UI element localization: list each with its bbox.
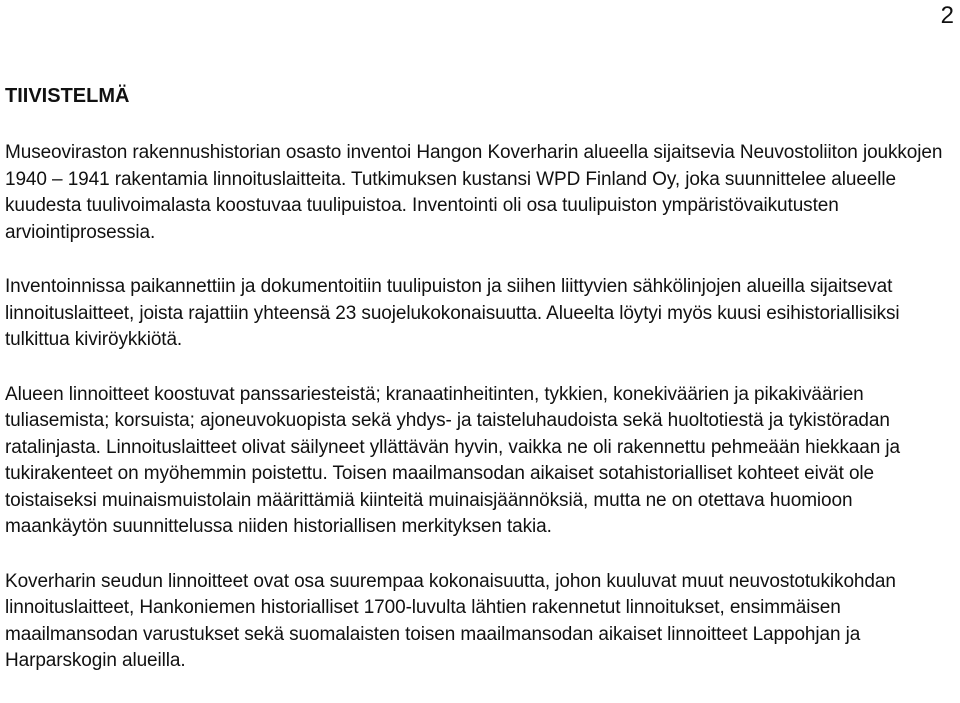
paragraph-inventory: Inventoinnissa paikannettiin ja dokumentoitiin tuulipuiston ja siihen liittyvien sähkölinjojen alueilla sijaitsevat linnoituslaitteet, joista rajattiin yhteensä 23 suojelukokonaisuutta. Alueelta löytyi myös kuusi esihistoriallisiksi tulkittua kiviröykkiötä. [5, 276, 900, 350]
document-heading: TIIVISTELMÄ [5, 85, 130, 107]
document-body [5, 140, 955, 703]
paragraph-intro: Museoviraston rakennushistorian osasto inventoi Hangon Koverharin alueella sijaitsevia Neuvostoliiton joukkojen 1940 – 1941 rakentamia linnoituslaitteita. Tutkimuksen kustansi WPD Finland Oy, joka suunnittelee alueelle kuudesta tuulivoimalasta koostuvaa tuulipuistoa. Inventointi oli osa tuulipuiston ympäristövaikutusten arviointiprosessia. [5, 142, 943, 243]
paragraph-context: Koverharin seudun linnoitteet ovat osa suurempaa kokonaisuutta, johon kuuluvat muut neuvostotukikohdan linnoituslaitteet, Hankoniemen historialliset 1700-luvulta lähtien rakennetut linnoitukset, ensimmäisen maailmansodan varustukset sekä suomalaisten toisen maailmansodan aikaiset linnoitteet Lappohjan ja Harparskogin alueilla. [5, 570, 896, 671]
paragraph-fortifications: Alueen linnoitteet koostuvat panssariesteistä; kranaatinheitinten, tykkien, konekiväärien ja pikakiväärien tuliasemista; korsuista; ajoneuvokuopista sekä yhdys- ja taisteluhaudoista sekä huoltotiestä ja tykistöradan ratalinjasta. Linnoituslaitteet olivat säilyneet yllättävän hyvin, vaikka ne oli rakennettu pehmeään hiekkaan ja tukirakenteet on myöhemmin poistettu. Toisen maailmansodan aikaiset sotahistorialliset kohteet eivät ole toistaiseksi muinaismuistolain määrittämiä kiinteitä muinaisjäännöksiä, mutta ne on otettava huomioon maankäytön suunnittelussa niiden historiallisen merkityksen takia. [5, 383, 901, 537]
page-number: 2 [940, 2, 954, 29]
